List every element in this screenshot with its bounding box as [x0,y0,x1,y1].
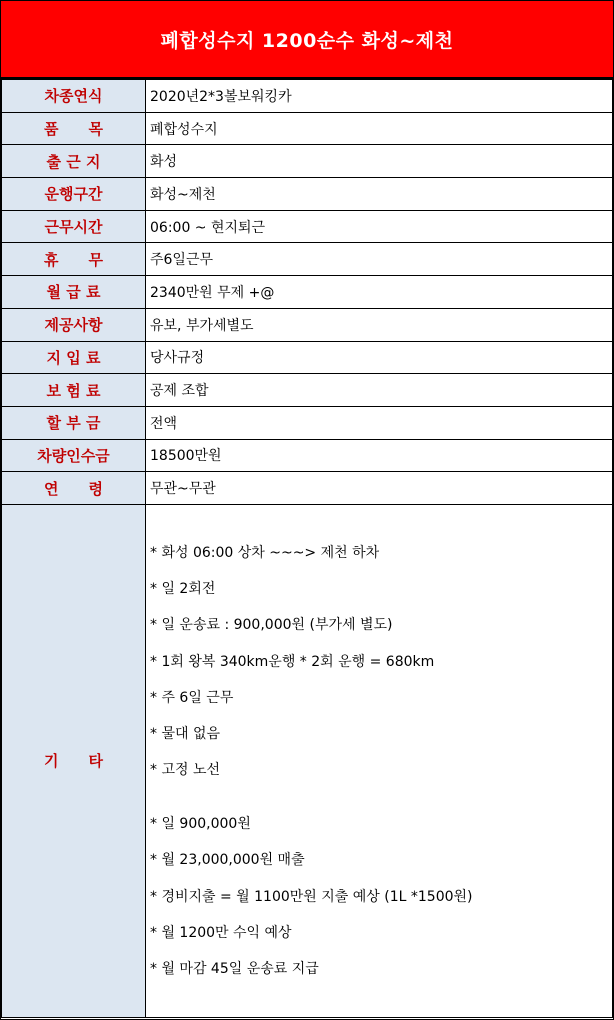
table-row [2,308,613,341]
note-item: * 주 6일 근무 [150,689,234,706]
row-value: 무관~무관 [146,472,613,505]
notes-cell [146,504,613,1017]
table-row [2,276,613,309]
notes-list [150,535,612,987]
row-value: 당사규정 [146,341,613,374]
table-row [2,243,613,276]
note-item: * 일 900,000원 [150,816,251,833]
table-row [2,341,613,374]
note-item: * 월 마감 45일 운송료 지급 [150,961,319,977]
row-value: 2020년2*3볼보워킹카 [146,80,613,113]
note-item: * 고정 노선 [150,762,220,779]
row-label: 지 입 료 [2,341,146,374]
row-value: 06:00 ~ 현지퇴근 [146,210,613,243]
row-value: 주6일근무 [146,243,613,276]
row-value: 18500만원 [146,439,613,472]
table-row [2,112,613,145]
row-value: 공제 조합 [146,374,613,407]
row-label: 운행구간 [2,178,146,211]
table-row [2,178,613,211]
note-item: * 경비지출 = 월 1100만원 지출 예상 (1L *1500원) [150,888,473,905]
row-label: 휴 무 [2,243,146,276]
note-item: * 물대 없음 [150,725,220,742]
row-label: 월 급 료 [2,276,146,309]
row-label: 차량인수금 [2,439,146,472]
row-value: 2340만원 무제 +@ [146,276,613,309]
row-value: 화성 [146,145,613,178]
row-label: 근무시간 [2,210,146,243]
table-row [2,145,613,178]
notes-row [2,504,613,1017]
table-row [2,439,613,472]
row-value: 폐합성수지 [146,112,613,145]
table-row [2,374,613,407]
note-item: * 일 2회전 [150,581,216,598]
row-value: 화성~제천 [146,178,613,211]
info-table [1,79,613,1018]
notes-label: 기 타 [2,504,146,1017]
row-label: 할 부 금 [2,406,146,439]
table-row [2,210,613,243]
note-item: * 1회 왕복 340km운행 * 2회 운행 = 680km [150,653,435,670]
note-item: * 일 운송료 : 900,000원 (부가세 별도) [150,617,393,634]
note-item: * 월 23,000,000원 매출 [150,852,305,869]
table-row [2,80,613,113]
row-value: 유보, 부가세별도 [146,308,613,341]
row-value: 전액 [146,406,613,439]
row-label: 출 근 지 [2,145,146,178]
table-row [2,472,613,505]
row-label: 연 령 [2,472,146,505]
row-label: 제공사항 [2,308,146,341]
row-label: 보 험 료 [2,374,146,407]
page-title: 폐합성수지 1200순수 화성~제천 [1,1,613,79]
note-item: * 화성 06:00 상차 ~~~> 제천 하차 [150,544,380,561]
note-item: * 월 1200만 수익 예상 [150,924,292,941]
table-row [2,406,613,439]
row-label: 차종연식 [2,80,146,113]
row-label: 품 목 [2,112,146,145]
